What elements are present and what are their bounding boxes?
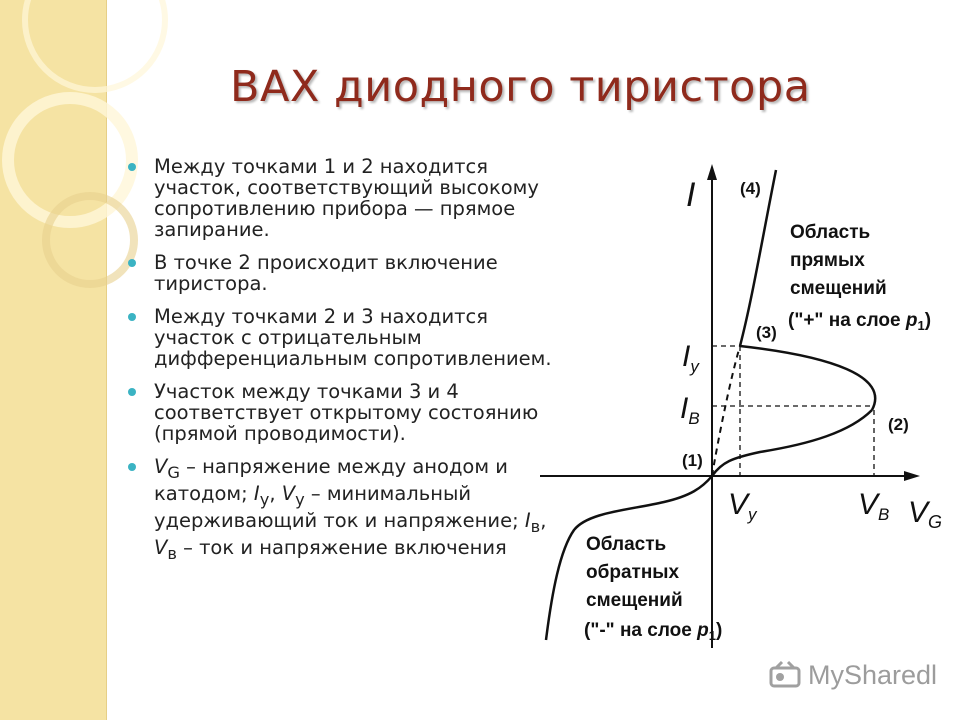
bullet-dot	[128, 259, 136, 267]
slide-title: ВАХ диодного тиристора	[230, 62, 811, 112]
decorative-circles	[0, 0, 106, 720]
forward-region-line-2: прямых	[790, 250, 865, 271]
watermark-text: MySharedl	[808, 660, 938, 690]
reverse-region-note: ("-" на слое $p_1$)	[584, 620, 723, 643]
holding-current-label: $I_у$	[682, 340, 699, 376]
bullet-text-definitions: $V_G$ – напряжение между анодом и катодом; $I_у$, $V_у$ – минимальный удерживающий ток и напряжение; $I_в$, $V_в$ – ток и напряжение включения	[154, 455, 547, 563]
bullet-item	[128, 252, 556, 294]
bullet-dot	[128, 313, 136, 321]
holding-voltage-label: $V_у$	[728, 488, 757, 524]
bullet-list	[128, 156, 556, 576]
point-3-label: (3)	[756, 323, 777, 342]
watermark-logo	[768, 656, 948, 696]
voltage-axis-arrow	[904, 471, 920, 481]
projector-icon	[768, 658, 804, 694]
iv-curve-dashed-transition	[712, 346, 740, 476]
reverse-region-line-3: смещений	[586, 590, 683, 611]
iv-curve-negative-resistance	[740, 346, 875, 410]
bullet-dot	[128, 388, 136, 396]
forward-region-note: ("+" на слое $p_1$)	[788, 310, 932, 333]
forward-region-line-1: Область	[790, 222, 871, 243]
current-axis-arrow	[707, 164, 717, 180]
reverse-region-line-2: обратных	[586, 562, 680, 583]
current-axis-label: I	[686, 176, 696, 214]
reverse-region-line-1: Область	[586, 534, 667, 555]
bullet-dot	[128, 463, 136, 471]
bullet-text: Участок между точками 3 и 4 соответствует открытому состоянию (прямой проводимости).	[154, 380, 539, 445]
forward-region-line-3: смещений	[790, 278, 887, 299]
point-1-label: (1)	[682, 451, 703, 470]
bullet-dot	[128, 163, 136, 171]
point-4-label: (4)	[740, 179, 761, 198]
iv-characteristic-diagram	[540, 160, 943, 650]
bullet-item	[128, 381, 556, 444]
switching-voltage-label: $V_В$	[858, 488, 890, 524]
decorative-side-strip	[0, 0, 107, 720]
bullet-item	[128, 456, 556, 564]
point-2-label: (2)	[888, 415, 909, 434]
bullet-text: В точке 2 происходит включение тиристора.	[154, 251, 498, 295]
bullet-text: Между точками 2 и 3 находится участок с отрицательным дифференциальным сопротивлением.	[154, 305, 552, 370]
bullet-item	[128, 156, 556, 240]
bullet-item	[128, 306, 556, 369]
switching-current-label: $I_В$	[680, 392, 700, 428]
bullet-text: Между точками 1 и 2 находится участок, соответствующий высокому сопротивлению прибора — прямое запирание.	[154, 155, 539, 241]
voltage-axis-label: $V_G$	[908, 496, 943, 532]
